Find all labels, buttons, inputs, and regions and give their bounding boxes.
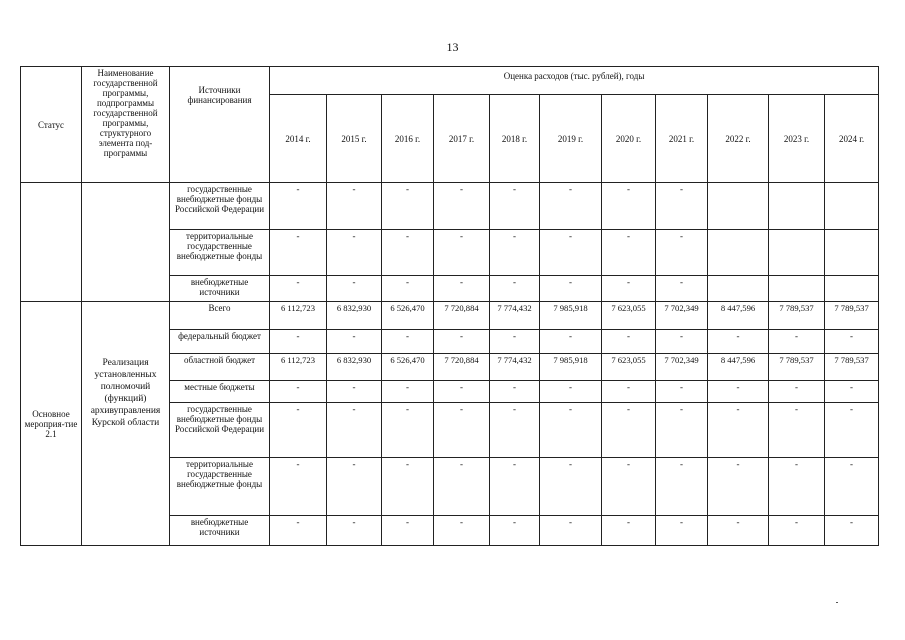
value-cell: - <box>434 183 490 230</box>
value-cell: - <box>708 458 769 516</box>
value-cell: - <box>540 276 602 302</box>
value-cell: - <box>270 403 327 458</box>
value-cell: - <box>434 381 490 403</box>
value-cell: - <box>656 330 708 354</box>
value-cell: 8 447,596 <box>708 302 769 330</box>
year-header: 2016 г. <box>382 95 434 183</box>
value-cell: - <box>540 330 602 354</box>
value-cell: - <box>656 381 708 403</box>
page-number: 13 <box>446 40 459 54</box>
value-cell <box>769 276 825 302</box>
value-cell: - <box>270 230 327 276</box>
value-cell: - <box>602 276 656 302</box>
value-cell: 7 702,349 <box>656 354 708 381</box>
value-cell: 7 789,537 <box>769 354 825 381</box>
value-cell: 7 985,918 <box>540 354 602 381</box>
value-cell: - <box>490 276 540 302</box>
value-cell: - <box>270 183 327 230</box>
value-cell: - <box>270 458 327 516</box>
value-cell: - <box>708 330 769 354</box>
source-cell: местные бюджеты <box>170 381 270 403</box>
header-program-name: Наименование государственной программы, подпрограммы государственной программы, структурного элемента под-программы <box>82 67 170 183</box>
year-header: 2017 г. <box>434 95 490 183</box>
value-cell: - <box>656 230 708 276</box>
value-cell: - <box>540 381 602 403</box>
header-status: Статус <box>21 67 82 183</box>
value-cell: - <box>327 183 382 230</box>
value-cell: 6 526,470 <box>382 354 434 381</box>
value-cell <box>708 183 769 230</box>
source-cell: Всего <box>170 302 270 330</box>
value-cell: - <box>490 381 540 403</box>
value-cell <box>708 276 769 302</box>
value-cell: - <box>327 276 382 302</box>
value-cell: - <box>602 458 656 516</box>
table-row <box>21 302 879 330</box>
value-cell <box>825 183 879 230</box>
value-cell: 7 702,349 <box>656 302 708 330</box>
value-cell: - <box>769 330 825 354</box>
value-cell: - <box>434 458 490 516</box>
year-header: 2020 г. <box>602 95 656 183</box>
section2-body <box>21 302 879 546</box>
value-cell: 6 832,930 <box>327 354 382 381</box>
value-cell: - <box>490 230 540 276</box>
source-cell: государственные внебюджетные фонды Российской Федерации <box>170 183 270 230</box>
source-cell: внебюджетные источники <box>170 276 270 302</box>
value-cell: - <box>656 516 708 546</box>
source-cell: внебюджетные источники <box>170 516 270 546</box>
status-cell <box>21 183 82 302</box>
value-cell: - <box>270 516 327 546</box>
value-cell: - <box>490 183 540 230</box>
value-cell: 6 112,723 <box>270 354 327 381</box>
value-cell: - <box>602 381 656 403</box>
value-cell: 8 447,596 <box>708 354 769 381</box>
source-cell: областной бюджет <box>170 354 270 381</box>
value-cell: - <box>540 458 602 516</box>
source-cell: территориальные государственные внебюджетные фонды <box>170 458 270 516</box>
value-cell: - <box>540 183 602 230</box>
table-row <box>21 183 879 230</box>
activity-name: Реализация установленных полномочий (функций) архивуправления Курской области <box>82 302 170 546</box>
value-cell: - <box>540 403 602 458</box>
year-header: 2023 г. <box>769 95 825 183</box>
value-cell: - <box>708 516 769 546</box>
value-cell: - <box>382 230 434 276</box>
value-cell: - <box>708 403 769 458</box>
header-row-1 <box>21 67 879 95</box>
year-header: 2024 г. <box>825 95 879 183</box>
value-cell: 6 526,470 <box>382 302 434 330</box>
value-cell: - <box>382 403 434 458</box>
scan-speck <box>836 602 838 603</box>
value-cell: - <box>656 458 708 516</box>
value-cell: - <box>434 276 490 302</box>
value-cell: - <box>769 381 825 403</box>
value-cell: - <box>825 330 879 354</box>
value-cell: - <box>656 276 708 302</box>
value-cell: - <box>602 403 656 458</box>
value-cell: 7 623,055 <box>602 354 656 381</box>
value-cell <box>769 230 825 276</box>
value-cell: - <box>540 516 602 546</box>
value-cell: - <box>327 330 382 354</box>
value-cell: - <box>434 330 490 354</box>
value-cell: - <box>656 403 708 458</box>
value-cell: 6 112,723 <box>270 302 327 330</box>
year-header: 2019 г. <box>540 95 602 183</box>
value-cell: - <box>825 381 879 403</box>
value-cell: - <box>382 516 434 546</box>
value-cell: - <box>490 516 540 546</box>
value-cell: - <box>270 276 327 302</box>
value-cell <box>708 230 769 276</box>
source-cell: территориальные государственные внебюджетные фонды <box>170 230 270 276</box>
header-expenses: Оценка расходов (тыс. рублей), годы <box>270 67 879 95</box>
value-cell: - <box>540 230 602 276</box>
value-cell: - <box>602 330 656 354</box>
value-cell: - <box>708 381 769 403</box>
value-cell <box>769 183 825 230</box>
value-cell: - <box>382 458 434 516</box>
value-cell: - <box>382 381 434 403</box>
year-header: 2022 г. <box>708 95 769 183</box>
value-cell: 7 623,055 <box>602 302 656 330</box>
year-header: 2014 г. <box>270 95 327 183</box>
value-cell: - <box>327 230 382 276</box>
value-cell: - <box>327 381 382 403</box>
value-cell: - <box>382 183 434 230</box>
value-cell: - <box>434 230 490 276</box>
value-cell: - <box>434 403 490 458</box>
value-cell: - <box>602 183 656 230</box>
value-cell: - <box>602 230 656 276</box>
section1-body <box>21 183 879 302</box>
value-cell: 7 789,537 <box>825 354 879 381</box>
value-cell: - <box>490 330 540 354</box>
year-header: 2018 г. <box>490 95 540 183</box>
activity-status: Основное мероприя-тие 2.1 <box>21 302 82 546</box>
value-cell: - <box>382 276 434 302</box>
program-name-cell <box>82 183 170 302</box>
value-cell <box>825 230 879 276</box>
value-cell: - <box>327 458 382 516</box>
value-cell: 7 985,918 <box>540 302 602 330</box>
value-cell: - <box>490 458 540 516</box>
value-cell: - <box>825 403 879 458</box>
value-cell: - <box>769 403 825 458</box>
header-sources: Источники финансирования <box>170 67 270 183</box>
source-cell: федеральный бюджет <box>170 330 270 354</box>
value-cell: - <box>769 516 825 546</box>
value-cell: 6 832,930 <box>327 302 382 330</box>
value-cell: - <box>327 516 382 546</box>
value-cell: 7 774,432 <box>490 302 540 330</box>
value-cell: - <box>825 516 879 546</box>
value-cell: 7 720,884 <box>434 302 490 330</box>
source-cell: государственные внебюджетные фонды Российской Федерации <box>170 403 270 458</box>
value-cell: 7 720,884 <box>434 354 490 381</box>
budget-table <box>20 66 879 546</box>
value-cell: - <box>490 403 540 458</box>
value-cell: - <box>327 403 382 458</box>
value-cell: - <box>434 516 490 546</box>
value-cell: 7 774,432 <box>490 354 540 381</box>
value-cell <box>825 276 879 302</box>
value-cell: - <box>656 183 708 230</box>
value-cell: - <box>270 381 327 403</box>
value-cell: - <box>602 516 656 546</box>
value-cell: 7 789,537 <box>769 302 825 330</box>
year-header: 2021 г. <box>656 95 708 183</box>
value-cell: 7 789,537 <box>825 302 879 330</box>
value-cell: - <box>270 330 327 354</box>
value-cell: - <box>769 458 825 516</box>
value-cell: - <box>825 458 879 516</box>
value-cell: - <box>382 330 434 354</box>
year-header: 2015 г. <box>327 95 382 183</box>
